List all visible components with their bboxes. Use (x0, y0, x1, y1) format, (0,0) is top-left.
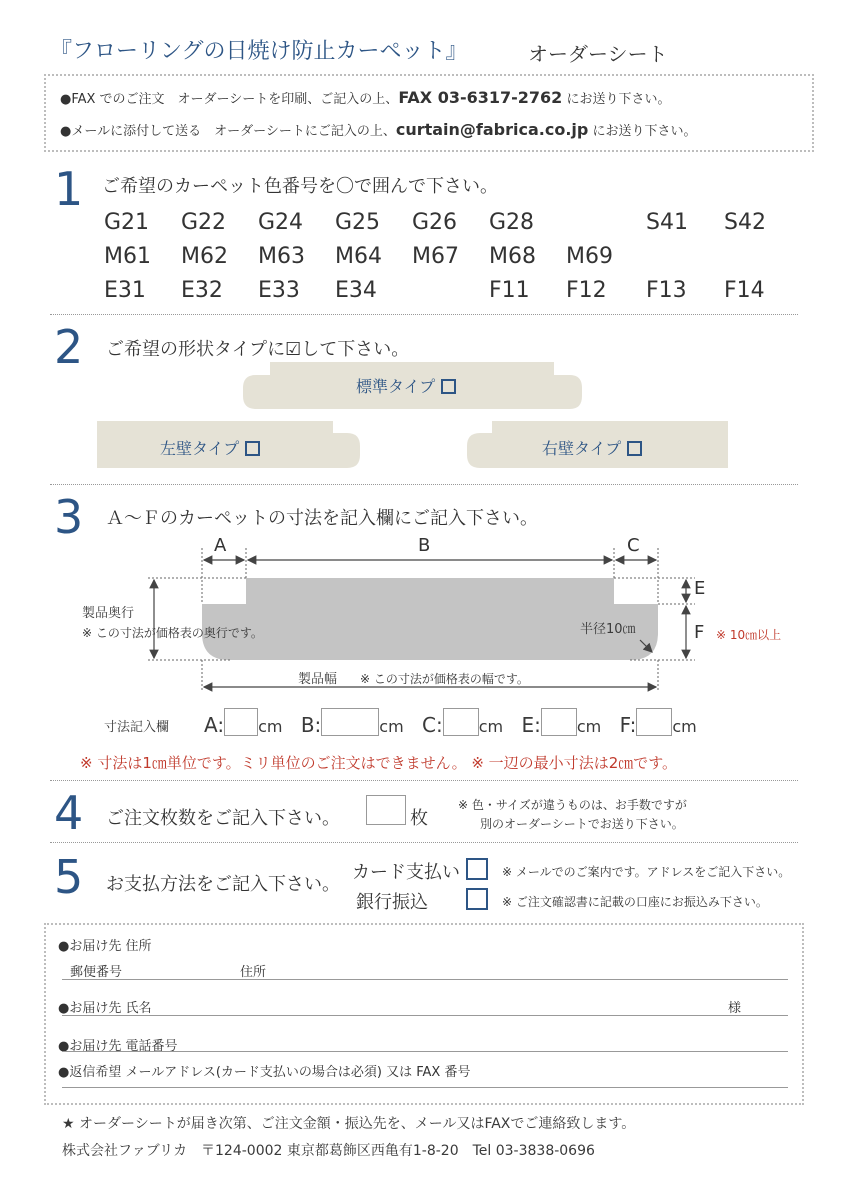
quantity-note-2: 別のオーダーシートでお送り下さい。 (480, 817, 684, 831)
color-code-option[interactable]: F13 (646, 278, 687, 303)
footer-notice: ★ オーダーシートが届き次第、ご注文金額・振込先を、メール又はFAXでご連絡致します。 (62, 1116, 636, 1132)
color-code-option[interactable]: G26 (412, 210, 458, 235)
card-payment-checkbox[interactable] (466, 858, 488, 880)
color-code-option[interactable]: E31 (104, 278, 146, 303)
dim-b-input[interactable] (321, 708, 379, 736)
quantity-unit: 枚 (410, 808, 428, 829)
card-payment-label: カード支払い (352, 862, 460, 883)
section-5-heading: お支払方法をご記入下さい。 (106, 874, 340, 895)
color-code-option[interactable]: F14 (724, 278, 765, 303)
address-input[interactable] (62, 979, 788, 980)
color-code-option[interactable]: E34 (335, 278, 377, 303)
page-subtitle: オーダーシート (528, 42, 668, 66)
reply-contact-label: ●返信希望 メールアドレス(カード支払いの場合は必須) 又は FAX 番号 (58, 1065, 471, 1080)
bank-transfer-checkbox[interactable] (466, 888, 488, 910)
section-2-number: 2 (54, 320, 84, 374)
dim-f-input[interactable] (636, 708, 672, 736)
reply-contact-input[interactable] (62, 1087, 788, 1088)
color-code-option[interactable]: E32 (181, 278, 223, 303)
section-2-heading: ご希望の形状タイプに☑して下さい。 (106, 339, 410, 360)
dim-a-input[interactable] (224, 708, 258, 736)
honorific-label: 様 (728, 1001, 742, 1016)
page-title: 『フローリングの日焼け防止カーペット』 (50, 39, 468, 64)
section-3-heading: Ａ～Ｆのカーペットの寸法を記入欄にご記入下さい。 (106, 508, 538, 529)
fax-instruction: ●FAX でのご注文 オーダーシートを印刷、ご記入の上、FAX 03-6317-2762 にお送り下さい。 (60, 88, 671, 107)
color-code-option[interactable]: M63 (258, 244, 305, 269)
divider (50, 780, 798, 781)
divider (50, 842, 798, 843)
dimension-entry-label: 寸法記入欄 (104, 720, 170, 735)
color-code-option[interactable]: M67 (412, 244, 459, 269)
color-code-option[interactable]: G24 (258, 210, 304, 235)
label-e: E (694, 578, 706, 599)
dest-phone-label: ●お届け先 電話番号 (58, 1039, 178, 1054)
radius-label: 半径10㎝ (580, 622, 636, 637)
standard-type-option[interactable]: 標準タイプ (356, 374, 456, 397)
section-3-number: 3 (54, 490, 84, 544)
color-code-option[interactable]: G28 (489, 210, 535, 235)
width-note: ※ この寸法が価格表の幅です。 (360, 672, 529, 686)
color-code-option[interactable]: E33 (258, 278, 300, 303)
bank-transfer-note: ※ ご注文確認書に記載の口座にお振込み下さい。 (502, 895, 768, 909)
label-c: C (627, 535, 640, 556)
quantity-input[interactable] (366, 795, 406, 825)
color-code-option[interactable]: S41 (646, 210, 688, 235)
f-min-note: ※ 10㎝以上 (716, 628, 782, 642)
address-box (44, 923, 804, 1105)
color-code-option[interactable]: M68 (489, 244, 536, 269)
color-code-option[interactable]: M62 (181, 244, 228, 269)
depth-label: 製品奥行 (82, 606, 135, 621)
color-code-option[interactable]: G22 (181, 210, 227, 235)
dim-c-input[interactable] (443, 708, 479, 736)
dest-name-label: ●お届け先 氏名 (58, 1001, 152, 1016)
dimension-warning: ※ 寸法は1㎝単位です。ミリ単位のご注文はできません。 ※ 一辺の最小寸法は2㎝です。 (80, 754, 678, 772)
quantity-note-1: ※ 色・サイズが違うものは、お手数ですが (458, 798, 687, 812)
dim-e-input[interactable] (541, 708, 577, 736)
section-4-heading: ご注文枚数をご記入下さい。 (106, 808, 340, 829)
fax-number: FAX 03-6317-2762 (398, 88, 563, 107)
depth-note: ※ この寸法が価格表の奥行です。 (82, 626, 263, 640)
color-code-option[interactable]: G25 (335, 210, 381, 235)
dest-address-label: ●お届け先 住所 (58, 939, 152, 954)
left-wall-type-option[interactable]: 左壁タイプ (160, 436, 260, 459)
footer-company: 株式会社ファブリカ 〒124-0002 東京都葛飾区西亀有1-8-20 Tel 03-3838-0696 (62, 1143, 595, 1159)
section-4-number: 4 (54, 786, 84, 840)
color-code-option[interactable]: M69 (566, 244, 613, 269)
card-payment-note: ※ メールでのご案内です。アドレスをご記入下さい。 (502, 865, 791, 879)
section-5-number: 5 (54, 850, 84, 904)
color-code-option[interactable]: F12 (566, 278, 607, 303)
color-code-option[interactable]: G21 (104, 210, 150, 235)
dimension-entry-row: A: cm B: cm C: cm E: cm F: cm (204, 708, 697, 737)
name-input[interactable] (62, 1015, 788, 1016)
mail-instruction: ●メールに添付して送る オーダーシートにご記入の上、curtain@fabrica.co.jp にお送り下さい。 (60, 120, 697, 139)
mail-address: curtain@fabrica.co.jp (395, 120, 589, 139)
color-code-option[interactable]: S42 (724, 210, 766, 235)
section-1-heading: ご希望のカーペット色番号を〇で囲んで下さい。 (102, 176, 498, 197)
section-1-number: 1 (54, 162, 84, 216)
color-code-option[interactable]: M61 (104, 244, 151, 269)
address-label: 住所 (240, 965, 267, 980)
phone-input[interactable] (62, 1051, 788, 1052)
label-b: B (418, 535, 431, 556)
width-label: 製品幅 (298, 672, 338, 687)
right-wall-type-option[interactable]: 右壁タイプ (542, 436, 642, 459)
postal-code-label: 郵便番号 (70, 965, 123, 980)
color-code-option[interactable]: F11 (489, 278, 530, 303)
label-a: A (214, 535, 227, 556)
color-code-option[interactable]: M64 (335, 244, 382, 269)
bank-transfer-label: 銀行振込 (356, 892, 428, 913)
label-f: F (694, 622, 705, 643)
